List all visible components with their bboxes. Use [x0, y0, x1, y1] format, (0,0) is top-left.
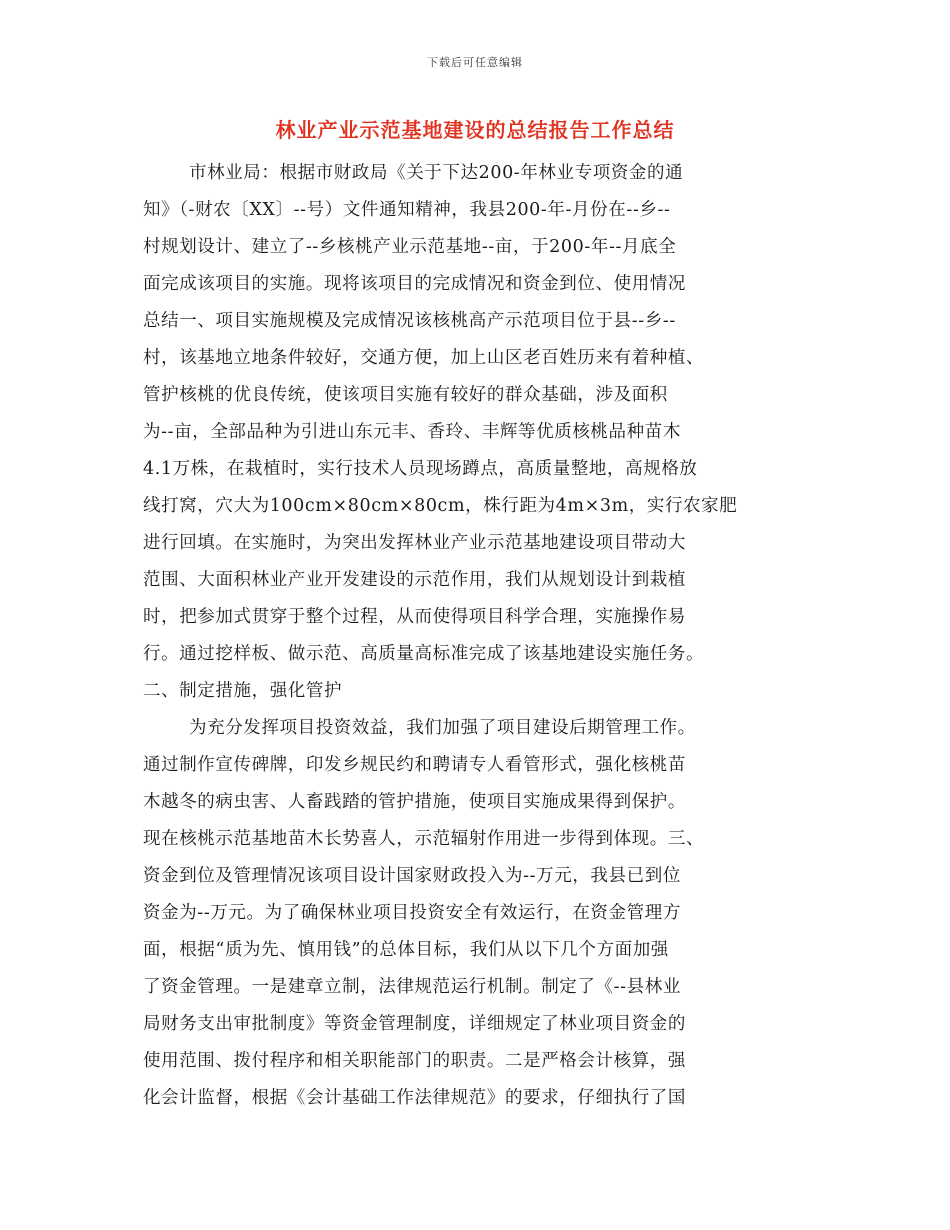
text-line: 行。通过挖样板、做示范、高质量高标准完成了该基地建设实施任务。 — [143, 644, 705, 664]
text-line: 局财务支出审批制度》等资金管理制度，详细规定了林业项目资金的 — [143, 1014, 686, 1034]
text-line: 管护核桃的优良传统，使该项目实施有较好的群众基础，涉及面积 — [143, 385, 668, 405]
text-line: 面完成该项目的实施。现将该项目的完成情况和资金到位、使用情况 — [143, 274, 686, 294]
text-line: 通过制作宣传碑牌，印发乡规民约和聘请专人看管形式，强化核桃苗 — [143, 755, 686, 775]
document-body — [143, 155, 823, 1117]
text-line: 现在核桃示范基地苗木长势喜人，示范辐射作用进一步得到体现。三、 — [143, 829, 705, 849]
text-line: 村，该基地立地条件较好，交通方便，加上山区老百姓历来有着种植、 — [143, 348, 705, 368]
text-line: 4.1万株，在栽植时，实行技术人员现场蹲点，高质量整地，高规格放 — [143, 459, 698, 479]
text-line: 范围、大面积林业产业开发建设的示范作用，我们从规划设计到栽植 — [143, 570, 686, 590]
text-line: 化会计监督，根据《会计基础工作法律规范》的要求，仔细执行了国 — [143, 1088, 686, 1108]
text-line: 使用范围、拨付程序和相关职能部门的职责。二是严格会计核算，强 — [143, 1051, 686, 1071]
text-line: 村规划设计、建立了--乡核桃产业示范基地--亩，于200-年--月底全 — [143, 237, 677, 257]
text-line: 进行回填。在实施时，为突出发挥林业产业示范基地建设项目带动大 — [143, 533, 686, 553]
text-line: 线打窝，穴大为100cm×80cm×80cm，株行距为4m×3m，实行农家肥 — [143, 496, 738, 516]
text-line: 为--亩，全部品种为引进山东元丰、香玲、丰辉等优质核桃品种苗木 — [143, 422, 681, 442]
text-line: 为充分发挥项目投资效益，我们加强了项目建设后期管理工作。 — [189, 718, 696, 738]
header-note: 下载后可任意编辑 — [427, 56, 523, 69]
text-line: 市林业局：根据市财政局《关于下达200-年林业专项资金的通 — [189, 163, 684, 183]
text-line: 总结一、项目实施规模及完成情况该核桃高产示范项目位于县--乡-- — [143, 311, 676, 331]
text-line: 面，根据“质为先、慎用钱”的总体目标，我们从以下几个方面加强 — [143, 940, 669, 960]
section-heading: 二、制定措施，强化管护 — [143, 681, 343, 701]
text-line: 资金为--万元。为了确保林业项目投资安全有效运行，在资金管理方 — [143, 903, 681, 923]
document-title: 林业产业示范基地建设的总结报告工作总结 — [275, 118, 675, 142]
text-line: 知》（-财农〔XX〕--号）文件通知精神，我县200-年-月份在--乡-- — [143, 200, 671, 220]
text-line: 资金到位及管理情况该项目设计国家财政投入为--万元，我县已到位 — [143, 866, 681, 886]
text-line: 木越冬的病虫害、人畜践踏的管护措施，使项目实施成果得到保护。 — [143, 792, 686, 812]
text-line: 了资金管理。一是建章立制，法律规范运行机制。制定了《--县林业 — [143, 977, 681, 997]
text-line: 时，把参加式贯穿于整个过程，从而使得项目科学合理，实施操作易 — [143, 607, 686, 627]
